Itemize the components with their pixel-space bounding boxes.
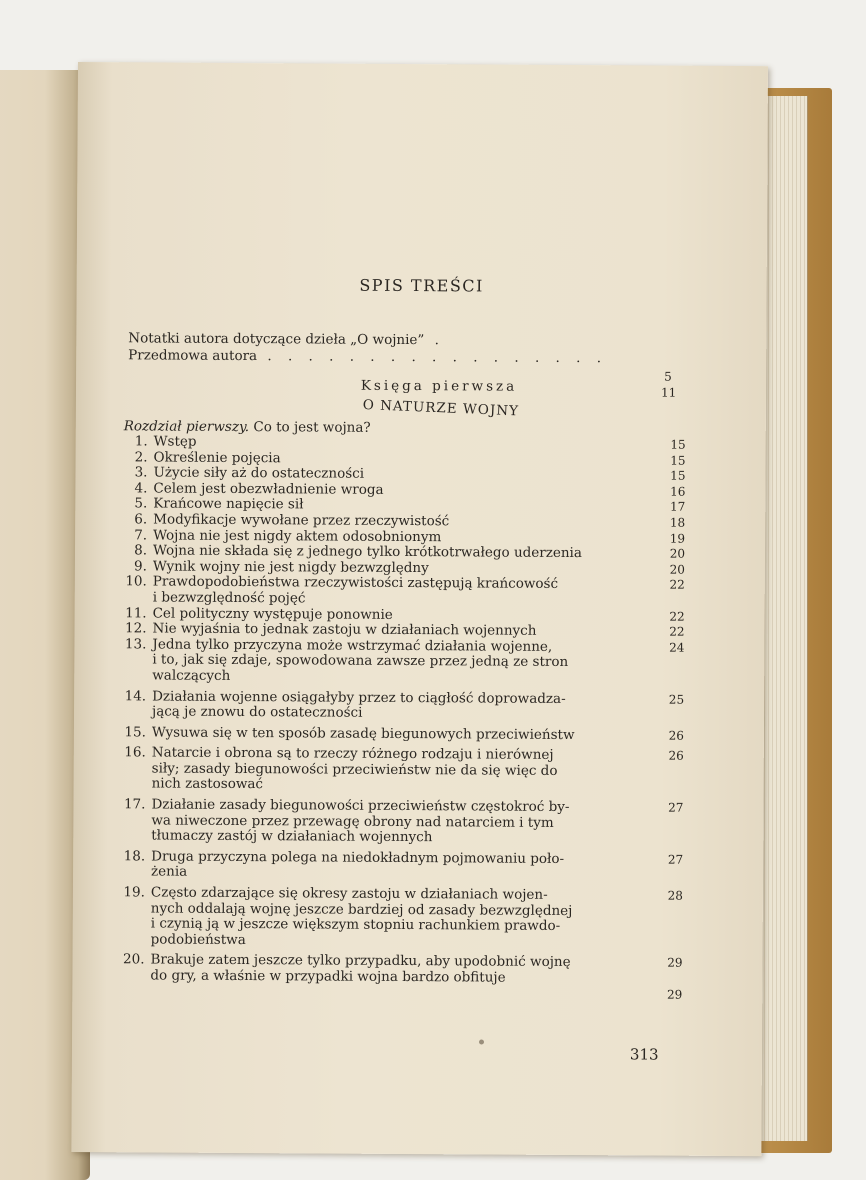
toc-entry-page: 17 [669, 499, 686, 515]
toc-entry [104, 745, 684, 795]
toc-entry-title: Druga przyczyna polega na niedokładnym pojmowaniu poło- żenia [151, 848, 565, 881]
intro-notes-page: 5 [664, 369, 672, 384]
book-subtitle: Księga pierwsza [360, 377, 518, 395]
toc-entry-number: 13. [124, 636, 147, 653]
toc-entry-number: 18. [123, 848, 146, 865]
intro-preface-label: Przedmowa autora [128, 347, 258, 365]
toc-entry-title: Często zdarzające się okresy zastoju w działaniach wojen- nych oddalają wojnę jeszcze bardziej od zasady bezwzględnej i czynią ją w jeszcze większym stopniu rachunkiem prawdo- podobieństwa [150, 884, 573, 948]
toc-entry-title: Nie wyjaśnia to jednak zastoju w działaniach wojennych [152, 620, 537, 639]
toc-entry [103, 885, 683, 951]
toc-entry-title: Działania wojenne osiągałyby przez to ciągłość doprowadza- jącą je znowu do ostateczności [151, 687, 566, 721]
page-title: SPIS TREŚCI [359, 275, 484, 296]
toc-list [102, 434, 685, 1003]
toc-entry-page: 24 [669, 640, 685, 655]
toc-entry-title: Określenie pojęcia [153, 449, 281, 466]
toc-entry-number: 11. [125, 604, 147, 621]
toc-entry-page: 28 [667, 888, 683, 903]
toc-entry-page: 19 [669, 531, 686, 546]
toc-entry-number: 15. [124, 723, 146, 741]
toc-extra-page-line [102, 984, 682, 1003]
chapter-title: Co to jest wojna? [253, 419, 371, 436]
toc-entry-page: 16 [670, 484, 686, 499]
toc-entry-number: 3. [134, 464, 148, 481]
toc-extra-page: 29 [666, 987, 683, 1002]
toc-entry-title: Wojna nie jest nigdy aktem odosobnionym [153, 527, 442, 545]
toc-entry-title: Wojna nie składa się z jednego tylko krótkotrwałego uderzenia [152, 542, 582, 562]
toc-entry-title: Modyfikacje wywołane przez rzeczywistość [153, 511, 450, 530]
toc-entry-title: Celem jest obezwładnienie wroga [153, 480, 384, 498]
leader-dots: . [424, 332, 445, 349]
toc-entry-title: Wynik wojny nie jest nigdy bezwzględny [152, 558, 429, 576]
toc-entry-title: Użycie siły aż do ostateczności [153, 464, 365, 482]
toc-entry-number: 12. [125, 620, 147, 637]
toc-entry-number: 19. [123, 884, 145, 901]
toc-entry-title: Wstęp [153, 433, 197, 450]
book-page [71, 62, 768, 1156]
toc-entry-title: Cel polityczny występuje ponownie [152, 604, 393, 623]
toc-entry-page: 15 [670, 437, 686, 452]
toc-entry-page: 22 [669, 577, 685, 593]
toc-entry-number: 14. [124, 687, 147, 704]
paper-speck [479, 1039, 484, 1044]
toc-entry-number: 20. [122, 951, 145, 968]
toc-entry-title: Wysuwa się w ten sposób zasadę biegunowych przeciwieństw [151, 724, 575, 743]
toc-entry-page: 29 [667, 956, 683, 971]
toc-entry-number: 9. [133, 558, 147, 575]
toc-entry-number: 8. [134, 542, 148, 559]
toc-entry [103, 797, 683, 847]
book-title: O NATURZE WOJNY [362, 397, 520, 420]
toc-entry-number: 1. [134, 433, 148, 450]
toc-entry-number: 10. [125, 573, 147, 590]
toc-entry-number: 5. [134, 495, 148, 512]
leader-dots: . . . . . . . . . . . . . . . . . [257, 348, 608, 367]
toc-entry-page: 27 [667, 852, 684, 867]
page-number: 313 [629, 1045, 659, 1064]
toc-entry [104, 689, 684, 724]
toc-entry [102, 953, 682, 988]
toc-entry-page: 26 [668, 728, 684, 743]
toc-entry-page: 18 [669, 515, 686, 530]
toc-entry-number: 6. [134, 511, 148, 528]
toc-entry-page: 15 [670, 468, 686, 483]
toc-entry [105, 575, 685, 610]
toc-entry-page: 15 [670, 453, 686, 468]
toc-entry-title: Prawdopodobieństwa rzeczywistości zastępują krańcowość i bezwzględność pojęć [152, 573, 559, 607]
toc-entry-page: 27 [668, 800, 684, 815]
toc-entry-page: 22 [669, 624, 685, 639]
toc-entry-title: Jedna tylko przyczyna może wstrzymać działania wojenne, i to, jak się zdaje, spowodowana zawsze przez jedną ze stron walczących [152, 636, 569, 684]
toc-entry-page: 22 [669, 609, 685, 624]
toc-entry-title: Natarcie i obrona są to rzeczy różnego rodzaju i nierównej siły; zasady biegunowości przeciwieństw nie da się więc do nich zastosować [151, 744, 558, 793]
toc-entry [104, 637, 684, 687]
toc-entry-page: 25 [668, 692, 685, 707]
toc-entry-title: Brakuje zatem jeszcze tylko przypadku, aby upodobnić wojnę do gry, a właśnie w przypadki wojna bardzo obfituje [150, 951, 571, 986]
toc-entry-page: 20 [669, 562, 685, 577]
toc-entry-page: 20 [669, 546, 686, 561]
intro-list [128, 330, 607, 367]
intro-item-preface [128, 347, 607, 367]
toc-entry-page: 26 [668, 748, 684, 763]
toc-entry-number: 2. [134, 448, 148, 466]
intro-preface-page: 11 [660, 385, 677, 400]
toc-entry [104, 725, 684, 744]
toc-entry-number: 16. [124, 744, 146, 761]
intro-notes-label: Notatki autora dotyczące dzieła „O wojnie” [128, 330, 425, 349]
toc-entry [103, 849, 683, 884]
chapter-label: Rozdział pierwszy. [123, 418, 250, 436]
toc-entry-number: 4. [134, 480, 148, 497]
toc-entry-number: 7. [134, 526, 148, 543]
toc-entry-number: 17. [123, 796, 146, 813]
toc-entry-title: Działanie zasady biegunowości przeciwieństw częstokroć by- wa niweczone przez przewagę obrony nad natarciem i tym tłumaczy zastój w działaniach wojennych [151, 796, 570, 846]
toc-entry-title: Krańcowe napięcie sił [153, 495, 304, 513]
